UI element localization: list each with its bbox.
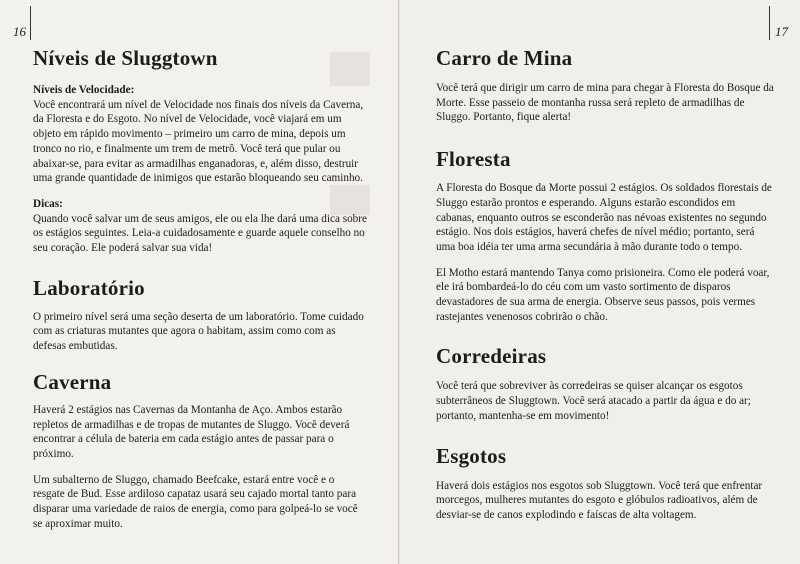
esgotos-paragraph: Haverá dois estágios nos esgotos sob Sluggtown. Você terá que enfrentar morcegos, mulheres mutantes do esgoto e glóbulos radioativos, além de desviar-se de canos explodindo e faíscas de alta voltagem. [436, 479, 763, 521]
corner-rule [769, 6, 770, 40]
section-title-carro: Carro de Mina [436, 46, 573, 70]
section-title-corredeiras: Corredeiras [436, 344, 547, 369]
corner-rule [30, 6, 31, 40]
dicas-heading: Dicas: [33, 197, 63, 210]
section-title-floresta: Floresta [436, 147, 511, 172]
velocidade-heading: Níveis de Velocidade: [33, 84, 135, 96]
left-page [0, 0, 399, 564]
floresta-paragraph-2: El Motho estará mantendo Tanya como prisioneira. Como ele poderá voar, ele irá bombardeá-lo do céu com um vasto sortimento de disparos devastadores de sua arma de energia. Observe seus passos, pois vermes rastejantes venenosos cobrirão o chão. [436, 266, 770, 323]
left-column [33, 46, 368, 531]
velocidade-paragraph: Você encontrará um nível de Velocidade nos finais dos níveis da Caverna, da Floresta e do Esgoto. No nível de Velocidade, você viajará em um objeto em rápido movimento – primeiro um carro de mina, depois um tronco no rio, e finalmente um trem de metrô. Você terá que pular ou abaixar-se, para evitar as armadilhas enganadoras, e, além disso, destruir uma grande quantidade de inimigos que estarão bloqueando seu caminho. [33, 98, 364, 185]
corredeiras-paragraph: Você terá que sobreviver às corredeiras se quiser alcançar os esgotos subterrâneos de Sluggtown. Você será atacado a partir da água e do ar; portanto, mantenha-se em movimento! [436, 380, 751, 422]
caverna-paragraph-2: Um subalterno de Sluggo, chamado Beefcake, estará entre você e o resgate de Bud. Esse ardiloso capataz usará seu cajado mortal tanto para disparar uma variedade de raios de energia, como para golpeá-lo se você se aproximar muito. [33, 473, 358, 530]
section-title-caverna: Caverna [33, 369, 112, 394]
section-title-niveis: Níveis de Sluggtown [33, 46, 218, 70]
section-title-laboratorio: Laboratório [33, 275, 145, 300]
carro-paragraph: Você terá que dirigir um carro de mina para chegar à Floresta do Bosque da Morte. Esse passeio de montanha russa será repleto de armadilhas de Sluggo. Portanto, fique alerta! [436, 82, 774, 124]
laboratorio-paragraph: O primeiro nível será uma seção deserta de um laboratório. Tome cuidado com as criaturas mutantes que agora o habitam, assim como com as defesas embutidas. [33, 310, 364, 353]
page-number: 16 [13, 24, 26, 39]
dicas-paragraph: Quando você salvar um de seus amigos, ele ou ela lhe dará uma dica sobre os estágios seguintes. Leia-a cuidadosamente e guarde aquele conselho no seu coração. Ele poderá salvar sua vida! [33, 212, 367, 255]
section-title-esgotos: Esgotos [436, 443, 507, 468]
floresta-paragraph-1: A Floresta do Bosque da Morte possui 2 estágios. Os soldados florestais de Sluggo estarão prontos e esperando. Alguns estarão escondidos em cabanas, enquanto outros se esconderão nas névoas existentes no segundo estágio. Nos dois estágios, haverá chefes de nível médio; portanto, será uma boa idéia ter uma arma secundária à mão durante todo o tempo. [436, 182, 772, 253]
right-column [436, 46, 776, 523]
page-number: 17 [775, 24, 788, 39]
caverna-paragraph-1: Haverá 2 estágios nas Cavernas da Montanha de Aço. Ambos estarão repletos de armadilhas e de tropas de mutantes de Sluggo. Você deverá encontrar a célula de bateria em cada estágio antes de passar para o próximo. [33, 403, 350, 460]
right-page [400, 0, 800, 564]
